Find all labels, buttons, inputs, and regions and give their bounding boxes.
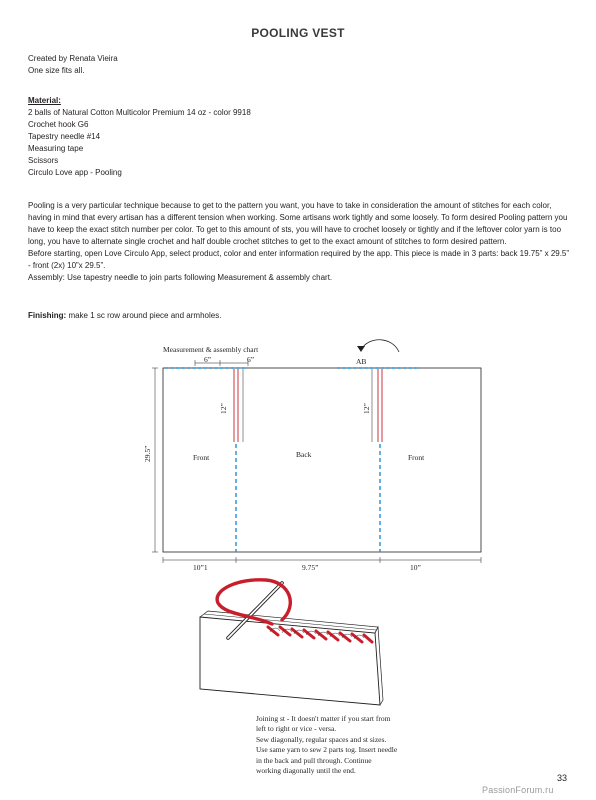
shoulder-label-2: 6” xyxy=(247,355,255,364)
finishing-label: Finishing: xyxy=(28,311,67,320)
width-label-right: 10” xyxy=(410,563,421,572)
armhole-label-right: 12” xyxy=(362,403,371,414)
page-title: POOLING VEST xyxy=(251,26,345,40)
finishing-text: make 1 sc row around piece and armholes. xyxy=(66,311,222,320)
fabric-front xyxy=(200,617,380,705)
assembly-paragraph: Assembly: Use tapestry needle to join parts following Measurement & assembly chart. xyxy=(28,273,333,282)
front-left-label: Front xyxy=(193,453,210,462)
chart-title: Measurement & assembly chart xyxy=(163,345,259,354)
note-line: Joining st - It doesn't matter if you start from xyxy=(256,714,391,723)
back-label: Back xyxy=(296,450,312,459)
ab-arrow xyxy=(361,340,399,352)
note-line: in the back and pull through. Continue xyxy=(256,755,372,765)
page-number: 33 xyxy=(557,773,568,783)
material-heading: Material: xyxy=(28,96,61,105)
material-item: Measuring tape xyxy=(28,144,84,153)
shoulder-label-1: 6” xyxy=(204,355,212,364)
material-item: Circulo Love app - Pooling xyxy=(28,168,122,177)
height-label: 29.5” xyxy=(143,445,152,462)
material-item: Scissors xyxy=(28,156,59,165)
panel-outline xyxy=(163,368,481,552)
material-item: Crochet hook G6 xyxy=(28,120,89,129)
joining-stitch-note xyxy=(256,714,456,776)
credits-author: Created by Renata Vieira xyxy=(28,54,118,63)
material-item: Tapestry needle #14 xyxy=(28,132,101,141)
pooling-paragraph: Pooling is a very particular technique because to get to the pattern you want, you have to take in consideration the amount of stitches for each color, having in mind that every artisan has a different tension when working. Some artisans work tightly and some loosely. To form desired Pooling pattern you have to keep the exact stitch number per color. To get to this amount of sts, you will have to crochet loosely or tightly and if the leftover color yarn is too long, you have to alternate single crochet and half double crochet stitches to get to the exact amount of stitches to form desired pattern. xyxy=(28,201,568,246)
credits-size: One size fits all. xyxy=(28,66,85,75)
width-label-left: 10”1 xyxy=(193,563,208,572)
armhole-label-left: 12” xyxy=(219,403,228,414)
front-right-label: Front xyxy=(408,453,425,462)
before-starting-paragraph: Before starting, open Love Circulo App, select product, color and enter information required by the app. This piece is made in 3 parts: back 19.75” x 29.5” - front (2x) 10”x 29.5”. xyxy=(28,249,570,270)
note-line: Use same yarn to sew 2 parts tog. Insert needle xyxy=(256,745,398,755)
joining-stitch-illustration xyxy=(190,575,400,710)
note-line: Sew diagonally, regular spaces and st sizes. xyxy=(256,734,387,744)
ab-arrowhead xyxy=(357,346,365,352)
width-label-middle: 9.75” xyxy=(302,563,319,572)
note-line: left to right or vice - versa. xyxy=(256,724,337,734)
watermark: PassionForum.ru xyxy=(482,785,554,795)
note-line: working diagonally until the end. xyxy=(256,766,356,776)
material-item: 2 balls of Natural Cotton Multicolor Premium 14 oz - color 9918 xyxy=(28,108,251,117)
ab-label: AB xyxy=(356,357,367,366)
